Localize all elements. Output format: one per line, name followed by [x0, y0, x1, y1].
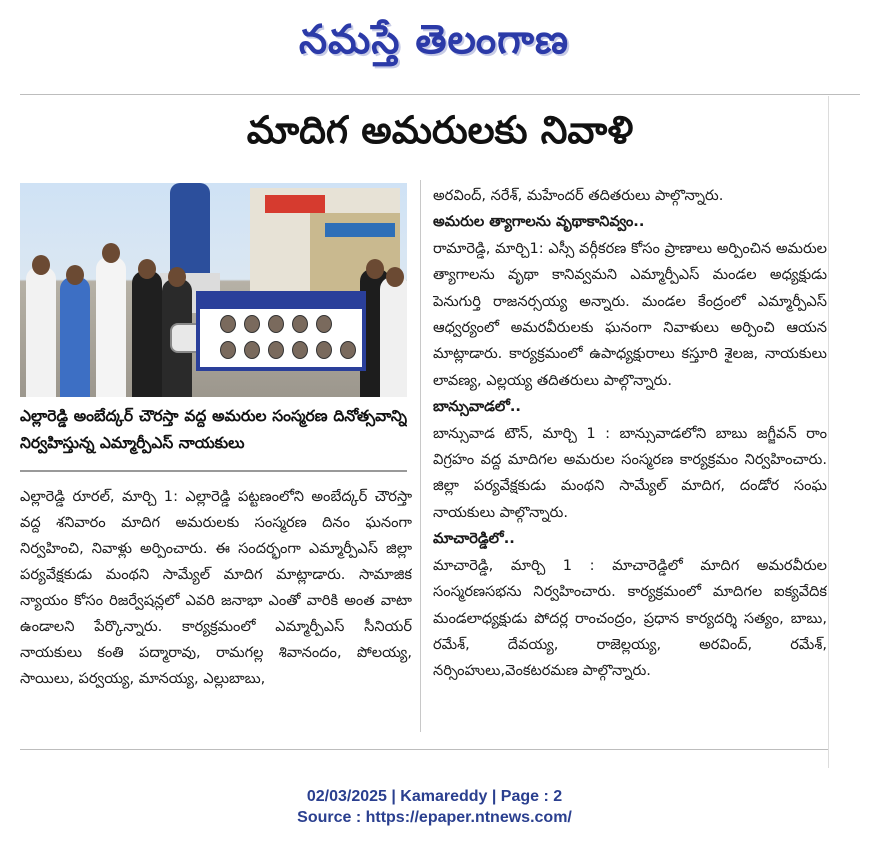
article-body-right [433, 183, 827, 735]
article-paragraph: బాన్సువాడ టౌన్, మార్చి 1 : బాన్సువాడలోని బాబు జగ్జీవన్ రాం విగ్రహం వద్ద మాదిగల అమరుల సంస్మరణ కార్యక్రమం నిర్వహించారు. జిల్లా పర్యవేక్షకుడు మంథని సామ్యేల్ మాదిగ, దండోర సంఘ నాయకులు పాల్గొన్నారు. [433, 424, 827, 521]
news-photo [20, 183, 407, 397]
epaper-footer [0, 786, 869, 828]
source-link[interactable]: Source : https://epaper.ntnews.com/ [297, 809, 572, 826]
newspaper-masthead [0, 0, 869, 82]
masthead-logo-text: నమస్తే తెలంగాణ [298, 17, 570, 63]
article-body-left [20, 484, 412, 734]
right-edge-divider [828, 96, 829, 768]
article-paragraph: మాచారెడ్డి, మార్చి 1 : మాచారెడ్డిలో మాదిగ అమరవీరుల సంస్మరణసభను నిర్వహించారు. కార్యక్రమంలో మాదిగల ఐక్యవేదిక మండలాధ్యక్షుడు పోదర్ల రాంచంద్రం, ప్రధాన కార్యదర్శి సత్యం, బాబు, రమేశ్, దేవయ్య, రాజెల్లయ్య, అరవింద్, రమేశ్, నర్సింహులు,వెంకటరమణ పాల్గొన్నారు. [433, 556, 827, 680]
statue-figure [170, 183, 210, 278]
edition-info: 02/03/2025 | Kamareddy | Page : 2 [306, 788, 563, 805]
caption-divider [20, 470, 407, 472]
photo-caption: ఎల్లారెడ్డి అంబేద్కర్ చౌరస్తా వద్ద అమరుల సంస్మరణ దినోత్సవాన్ని నిర్వహిస్తున్న ఎమ్మార్పీఎస్ నాయకులు [20, 407, 407, 452]
article-paragraph: రామారెడ్డి, మార్చి1: ఎస్సీ వర్గీకరణ కోసం ప్రాణాలు అర్పించిన అమరుల త్యాగాలను వృథా కానివ్వమని ఎమ్మార్పీఎస్ మండల అధ్యక్షుడు పెనుగుర్తి రాజనర్సయ్య అన్నారు. మండల కేంద్రంలో ఎమ్మార్పీఎస్ ఆధ్వర్యంలో అమరవీరులకు ఘనంగా నివాళులు అర్పించి ఆయన మాట్లాడారు. కార్యక్రమంలో ఉపాధ్యక్షురాలు కస్తూరి శైలజ, నాయకులు లావణ్య, ఎల్లయ్య తదితరులు పాల్గొన్నారు. [433, 239, 827, 389]
article-paragraph: ఎల్లారెడ్డి రూరల్, మార్చి 1: ఎల్లారెడ్డి పట్టణంలోని అంబేద్కర్ చౌరస్తా వద్ద శనివారం మాదిగ అమరులకు సంస్మరణ దినం ఘనంగా నిర్వహించి, నివాళ్లు అర్పించారు. ఈ సందర్భంగా ఎమ్మార్పీఎస్ జిల్లా పర్యవేక్షకుడు మంథని సామ్యేల్ మాదిగ మాట్లాడారు. సామాజిక న్యాయం కోసం రిజర్వేషన్లలో ఎవరి జనాభా ఎంతో వారికి అంత వాటా ఉండాలని పేర్కొన్నారు. కార్యక్రమంలో ఎమ్మార్పీఎస్ సీనియర్ నాయకులు కంతి పద్మారావు, రామగల్ల శివానందం, పోలయ్య, సాయిలు, పర్వయ్య, మానయ్య, ఎల్లుబాబు, [20, 488, 412, 687]
bottom-divider [20, 749, 828, 750]
section-heading-banswada: బాన్సువాడలో.. [433, 398, 521, 416]
memorial-banner [196, 291, 366, 371]
article-headline: మాదిగ అమరులకు నివాళి [246, 108, 634, 152]
article-paragraph: అరవింద్, నరేశ్, మహేందర్ తదితరులు పాల్గొన్నారు. [433, 187, 724, 204]
section-heading-ramareddy: అమరుల త్యాగాలను వృథాకానివ్వం.. [433, 213, 645, 231]
column-divider [420, 180, 421, 732]
headline-divider [20, 94, 860, 95]
section-heading-machareddy: మాచారెడ్డిలో.. [433, 530, 515, 548]
